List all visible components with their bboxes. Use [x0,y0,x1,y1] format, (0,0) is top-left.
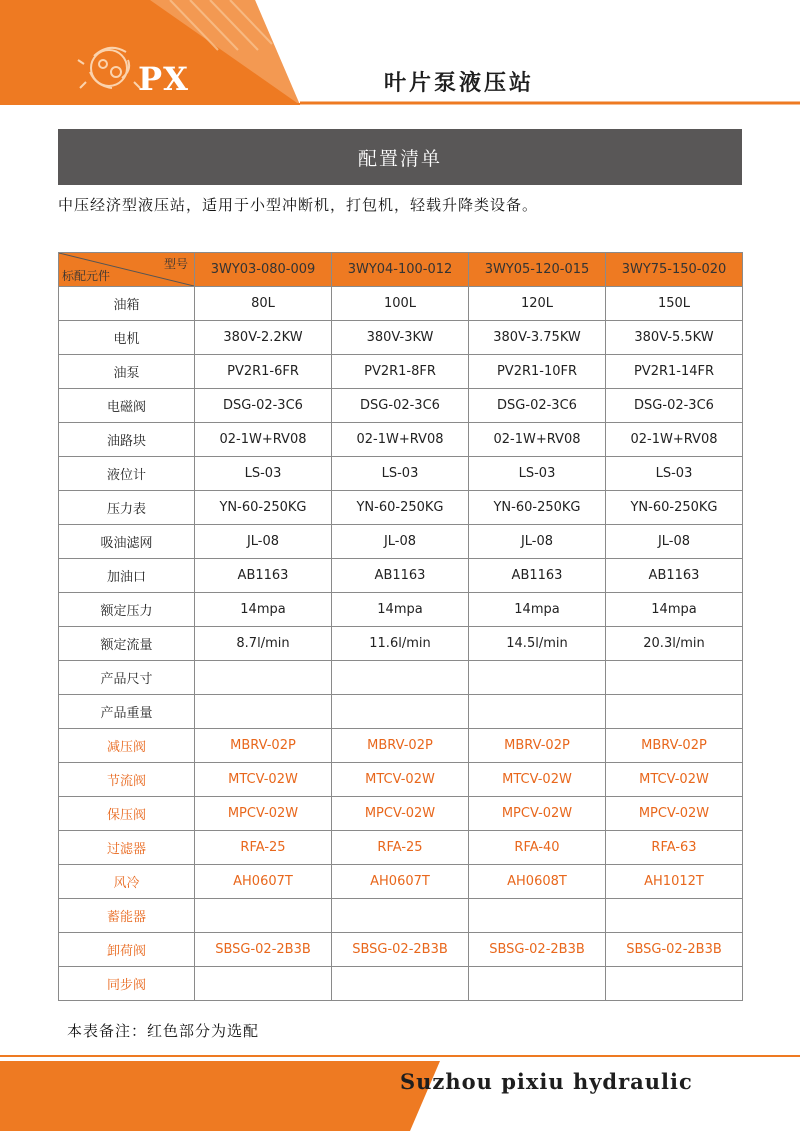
spec-cell: PV2R1-14FR [606,355,743,389]
spec-cell [469,695,606,729]
spec-cell: JL-08 [469,525,606,559]
spec-cell: AB1163 [195,559,332,593]
component-label: 减压阀 [59,729,195,763]
spec-cell: 380V-2.2KW [195,321,332,355]
table-row [59,899,743,933]
spec-cell: RFA-40 [469,831,606,865]
spec-cell: 02-1W+RV08 [332,423,469,457]
spec-cell: PV2R1-10FR [469,355,606,389]
table-row [59,491,743,525]
spec-cell: MPCV-02W [195,797,332,831]
table-row [59,321,743,355]
spec-cell: DSG-02-3C6 [195,389,332,423]
table-row [59,423,743,457]
model-header: 3WY03-080-009 [195,253,332,287]
spec-cell: PV2R1-8FR [332,355,469,389]
table-row [59,729,743,763]
component-label: 节流阀 [59,763,195,797]
spec-cell: 20.3l/min [606,627,743,661]
spec-cell: LS-03 [195,457,332,491]
spec-cell: MBRV-02P [195,729,332,763]
spec-cell: AH0607T [332,865,469,899]
spec-cell: LS-03 [606,457,743,491]
component-label: 额定流量 [59,627,195,661]
spec-cell: 8.7l/min [195,627,332,661]
spec-cell: MPCV-02W [606,797,743,831]
spec-cell [332,899,469,933]
table-row [59,559,743,593]
table-row [59,831,743,865]
section-title-bar [58,129,742,185]
pixiu-logo-icon [76,38,142,94]
spec-cell [195,695,332,729]
spec-cell: 100L [332,287,469,321]
spec-cell: SBSG-02-2B3B [332,933,469,967]
component-label: 风冷 [59,865,195,899]
spec-cell: DSG-02-3C6 [469,389,606,423]
spec-cell: JL-08 [332,525,469,559]
spec-cell: 150L [606,287,743,321]
spec-cell: 380V-3.75KW [469,321,606,355]
spec-cell: LS-03 [469,457,606,491]
spec-cell [469,661,606,695]
component-label: 过滤器 [59,831,195,865]
component-label: 额定压力 [59,593,195,627]
corner-header-cell [59,253,195,287]
brand-logo-text: PX [138,60,189,98]
component-label: 压力表 [59,491,195,525]
spec-cell: PV2R1-6FR [195,355,332,389]
model-header: 3WY05-120-015 [469,253,606,287]
spec-cell: AB1163 [469,559,606,593]
corner-component-label: 标配元件 [62,269,111,283]
spec-cell: MBRV-02P [606,729,743,763]
spec-cell [606,899,743,933]
spec-cell [606,661,743,695]
component-label: 加油口 [59,559,195,593]
table-row [59,865,743,899]
table-row [59,695,743,729]
component-label: 油泵 [59,355,195,389]
component-label: 液位计 [59,457,195,491]
component-label: 同步阀 [59,967,195,1001]
spec-cell: RFA-25 [332,831,469,865]
spec-cell: SBSG-02-2B3B [195,933,332,967]
spec-cell: LS-03 [332,457,469,491]
spec-cell: MTCV-02W [332,763,469,797]
table-row [59,967,743,1001]
corner-model-label: 型号 [163,257,188,271]
spec-cell: AH1012T [606,865,743,899]
spec-cell: 02-1W+RV08 [606,423,743,457]
spec-cell: 380V-5.5KW [606,321,743,355]
spec-cell: MTCV-02W [606,763,743,797]
spec-cell: MBRV-02P [332,729,469,763]
table-row [59,933,743,967]
table-row [59,457,743,491]
spec-cell [195,661,332,695]
spec-cell [606,967,743,1001]
spec-cell: 14mpa [606,593,743,627]
table-header-row [59,253,743,287]
component-label: 吸油滤网 [59,525,195,559]
spec-cell: SBSG-02-2B3B [469,933,606,967]
spec-cell: JL-08 [606,525,743,559]
component-label: 电机 [59,321,195,355]
intro-text: 中压经济型液压站，适用于小型冲断机，打包机，轻载升降类设备。 [58,196,539,214]
spec-cell: 14mpa [195,593,332,627]
spec-cell [195,899,332,933]
spec-cell: YN-60-250KG [606,491,743,525]
spec-cell: JL-08 [195,525,332,559]
table-row [59,797,743,831]
footer-company-name: Suzhou pixiu hydraulic [400,1069,693,1094]
component-label: 产品尺寸 [59,661,195,695]
spec-cell: SBSG-02-2B3B [606,933,743,967]
component-label: 蓄能器 [59,899,195,933]
model-header: 3WY75-150-020 [606,253,743,287]
spec-cell: YN-60-250KG [469,491,606,525]
component-label: 电磁阀 [59,389,195,423]
spec-cell [332,967,469,1001]
component-label: 油路块 [59,423,195,457]
spec-cell: 120L [469,287,606,321]
spec-cell: AH0608T [469,865,606,899]
table-row [59,763,743,797]
section-title: 配置清单 [357,147,442,170]
table-body [59,287,743,1001]
table-row [59,525,743,559]
table-row [59,287,743,321]
spec-cell [195,967,332,1001]
table-row [59,389,743,423]
table-row [59,355,743,389]
spec-cell [332,695,469,729]
spec-cell: AB1163 [332,559,469,593]
component-label: 卸荷阀 [59,933,195,967]
spec-cell: 02-1W+RV08 [195,423,332,457]
table-row [59,661,743,695]
spec-cell: RFA-63 [606,831,743,865]
page-title: 叶片泵液压站 [384,71,535,96]
configuration-table [58,252,743,1001]
spec-cell: 11.6l/min [332,627,469,661]
spec-cell [469,967,606,1001]
spec-cell: 80L [195,287,332,321]
spec-cell: MTCV-02W [469,763,606,797]
component-label: 油箱 [59,287,195,321]
spec-cell: 380V-3KW [332,321,469,355]
spec-cell: YN-60-250KG [195,491,332,525]
spec-cell: DSG-02-3C6 [332,389,469,423]
spec-cell: MTCV-02W [195,763,332,797]
spec-cell: MPCV-02W [332,797,469,831]
table-row [59,627,743,661]
spec-cell: 14mpa [332,593,469,627]
spec-cell: AH0607T [195,865,332,899]
component-label: 保压阀 [59,797,195,831]
spec-cell: 14.5l/min [469,627,606,661]
model-header: 3WY04-100-012 [332,253,469,287]
spec-cell: 02-1W+RV08 [469,423,606,457]
spec-cell: DSG-02-3C6 [606,389,743,423]
spec-cell [332,661,469,695]
component-label: 产品重量 [59,695,195,729]
spec-cell: YN-60-250KG [332,491,469,525]
spec-cell [606,695,743,729]
spec-cell: RFA-25 [195,831,332,865]
spec-cell: MBRV-02P [469,729,606,763]
table-note: 本表备注：红色部分为选配 [67,1022,260,1040]
spec-cell: MPCV-02W [469,797,606,831]
spec-cell: AB1163 [606,559,743,593]
table-row [59,593,743,627]
spec-cell [469,899,606,933]
spec-cell: 14mpa [469,593,606,627]
